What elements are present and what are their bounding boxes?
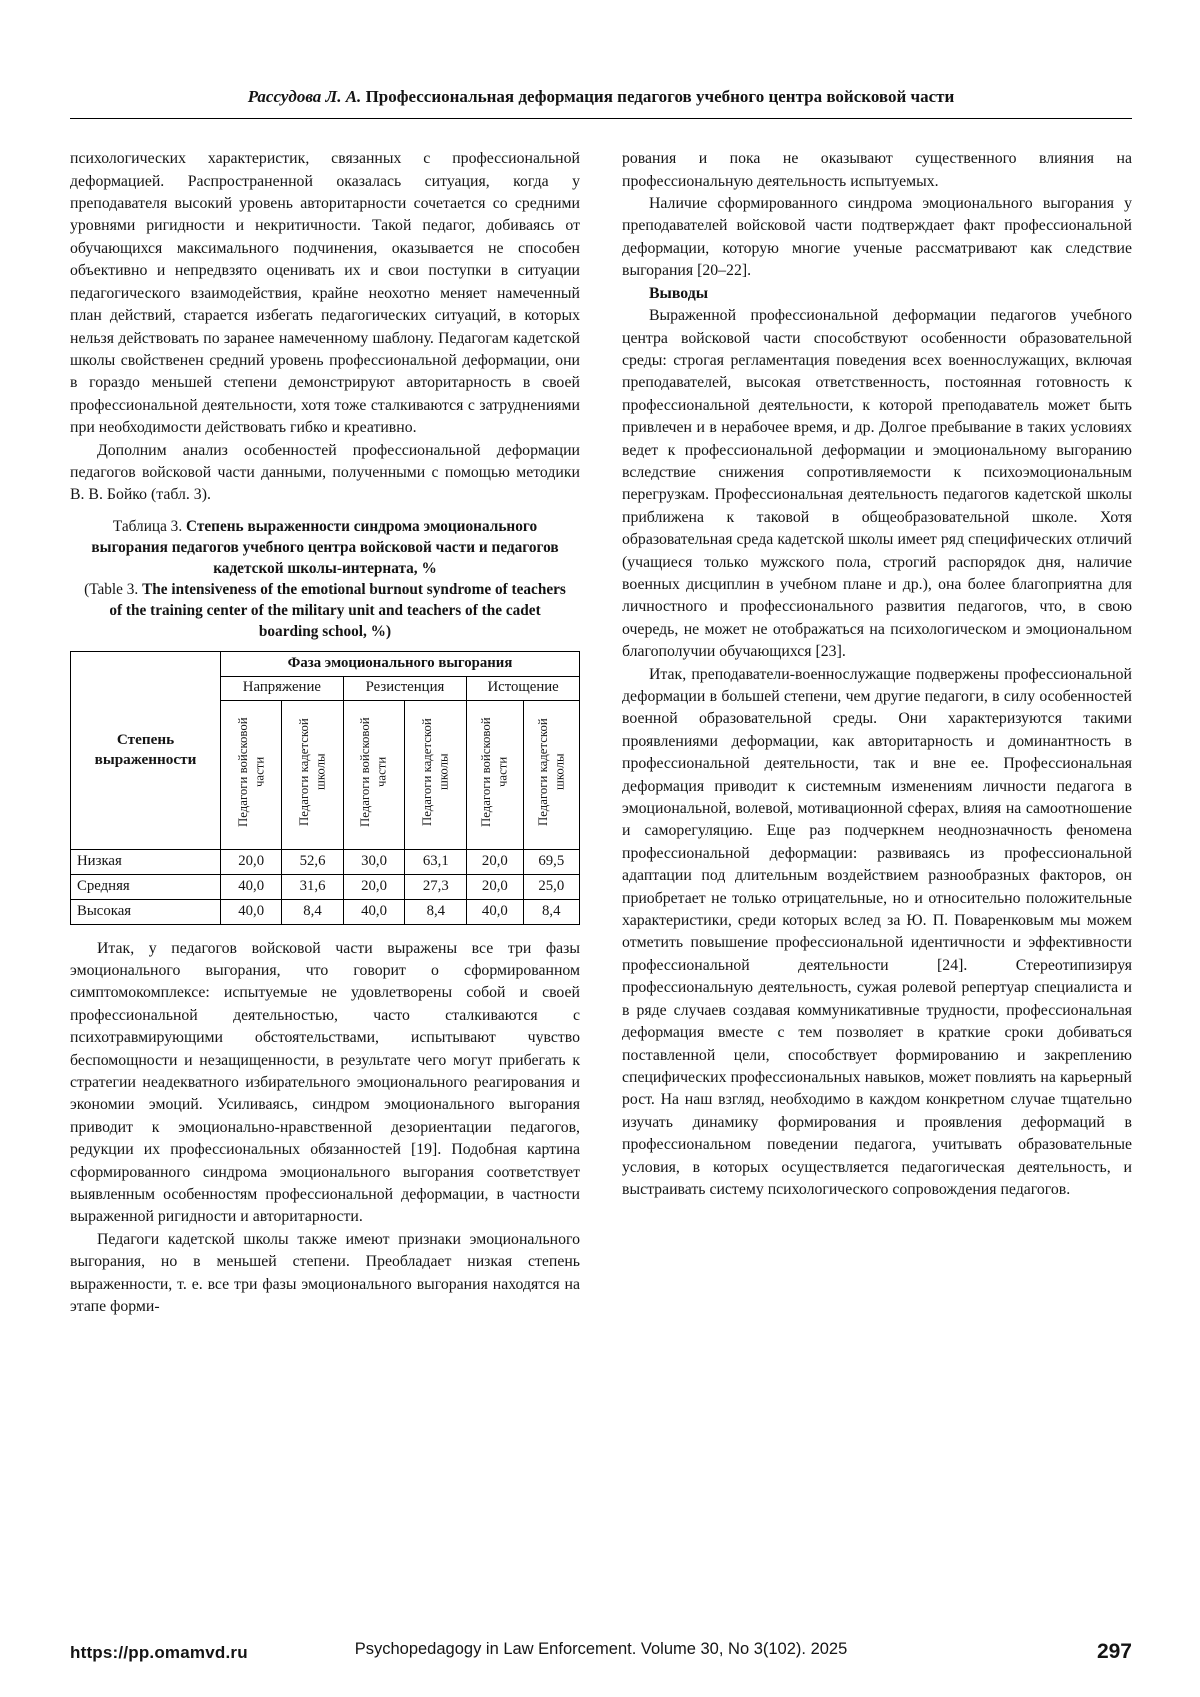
value-cell: 69,5 — [523, 849, 579, 874]
vertical-header-cell — [523, 700, 579, 849]
paragraph: рования и пока не оказывают существенного влияния на профессиональную деятельность испытуемых. — [622, 150, 1132, 190]
paragraph: психологических характеристик, связанных с профессиональной деформацией. Распространенной оказалась ситуация, когда у преподавателя высокий уровень авторитарности сочетается со средними уровнями ригидности и некритичности. Такой педагог, добиваясь от обучающихся максимального подчинения, оказывается не способен объективно и непредвзято оценивать их и свои поступки в ситуации педагогического взаимодействия, крайне неохотно меняет намеченный план действий, старается избегать педагогических ситуаций, в которых нельзя действовать по заранее намеченному шаблону. Педагогам кадетской школы свойственен средний уровень профессиональной деформации, они в гораздо меньшей степени демонстрируют авторитарность в своей профессиональной деятельности, хотя тоже сталкиваются с затруднениями при необходимости действовать гибко и креативно. — [70, 150, 580, 437]
table-corner-header: Степень выраженности — [71, 651, 221, 849]
value-cell: 8,4 — [282, 899, 343, 924]
phase-header-resistance: Резистенция — [343, 676, 466, 700]
value-cell: 63,1 — [405, 849, 467, 874]
vertical-header-cell — [282, 700, 343, 849]
paragraph: Педагоги кадетской школы также имеют признаки эмоционального выгорания, но в меньшей степени. Преобладает низкая степень выраженности, т. е. все три фазы эмоционального выгорания находятся на этапе форми- — [70, 1230, 580, 1315]
phase-header-exhaustion: Истощение — [467, 676, 580, 700]
value-cell: 20,0 — [221, 849, 282, 874]
paragraph: Выраженной профессиональной деформации педагогов учебного центра войсковой части способствуют особенности образовательной среды: строгая регламентация поведения всех военнослужащих, включая преподавателей, высокая ответственность, постоянная готовность к профессиональной деятельности, к которой преподаватель может быть привлечен и в нерабочее время, и др. Долгое пребывание в таких условиях ведет к профессиональной деформации и эмоциональному выгоранию вследствие снижения сопротивляемости к психоэмоциональным перегрузкам. Профессиональная деятельность педагогов кадетской школы приближена к таковой в общеобразовательной школе. Хотя образовательная среда кадетской школы имеет ряд специфических отличий (учащиеся только мужского пола, строгий распорядок дня, наличие военных дисциплин в учебном плане и др.), она более благоприятна для личностного и профессионального развития педагогов, что, в свою очередь, не может не отображаться на психологическом и эмоциональном благополучии обучающихся [23]. — [622, 307, 1132, 661]
page-number: 297 — [1096, 1640, 1132, 1663]
table-caption-en-text: The intensiveness of the emotional burnout syndrome of teachers of the training center of the military unit and teachers of the cadet boarding school, %) — [109, 580, 566, 640]
value-cell: 40,0 — [221, 874, 282, 899]
vertical-header-text: Педагоги кадетской школы — [420, 717, 451, 826]
value-cell: 8,4 — [523, 899, 579, 924]
table-row — [71, 874, 580, 899]
results-table — [70, 651, 580, 925]
page-footer — [70, 1640, 1132, 1664]
paragraph: Дополним анализ особенностей профессиональной деформации педагогов войсковой части данными, полученными с помощью методики В. В. Бойко (табл. 3). — [70, 441, 580, 504]
vertical-header-text: Педагоги войсковой части — [235, 716, 267, 827]
paragraph: Итак, у педагогов войсковой части выражены все три фазы эмоционального выгорания, что говорит о сформированном симптомокомплексе: испытуемые не удовлетворены собой и своей профессиональной деятельностью, часто сталкиваются с психотравмирующими обстоятельствами, испытывают чувство беспомощности и незащищенности, в результате чего могут прибегать к стратегии неадекватного избирательного эмоционального реагирования и экономии эмоций. Усиливаясь, синдром эмоционального выгорания приводит к эмоционально-нравственной дезориентации педагогов, редукции их профессиональных обязанностей [19]. Подобная картина сформированного синдрома эмоционального выгорания соответствует выявленным особенностям профессиональной деформации, в частности выраженной ригидности и авторитарности. — [70, 939, 580, 1226]
value-cell: 40,0 — [343, 899, 405, 924]
value-cell: 31,6 — [282, 874, 343, 899]
phase-group-header: Фаза эмоционального выгорания — [221, 651, 580, 676]
two-column-body — [70, 148, 1132, 1318]
journal-info: Psychopedagogy in Law Enforcement. Volume 30, No 3(102). 2025 — [354, 1640, 848, 1658]
vertical-header-cell — [405, 700, 467, 849]
vertical-header-text: Педагоги кадетской школы — [535, 717, 567, 826]
value-cell: 40,0 — [221, 899, 282, 924]
value-cell: 27,3 — [405, 874, 467, 899]
value-cell: 52,6 — [282, 849, 343, 874]
value-cell: 20,0 — [467, 849, 523, 874]
table-header-row — [71, 651, 580, 676]
table-row — [71, 849, 580, 874]
value-cell: 8,4 — [405, 899, 467, 924]
author-name: Рассудова Л. А. — [247, 87, 362, 106]
vertical-header-cell — [343, 700, 405, 849]
article-title: Профессиональная деформация педагогов учебного центра войсковой части — [365, 87, 955, 106]
phase-header-tension: Напряжение — [221, 676, 344, 700]
table-caption-en-label: (Table 3. — [84, 580, 139, 598]
conclusions-heading: Выводы — [649, 284, 709, 302]
row-label: Средняя — [71, 874, 221, 899]
value-cell: 30,0 — [343, 849, 405, 874]
value-cell: 25,0 — [523, 874, 579, 899]
vertical-header-text: Педагоги войсковой части — [479, 716, 510, 827]
table-caption-ru-text: Степень выраженности синдрома эмоционального выгорания педагогов учебного центра войсковой части и педагогов кадетской школы-интерната, % — [91, 517, 559, 577]
vertical-header-text: Педагоги войсковой части — [358, 716, 390, 827]
vertical-header-cell — [221, 700, 282, 849]
table-caption-en — [80, 579, 570, 642]
value-cell: 40,0 — [467, 899, 523, 924]
left-column — [70, 148, 580, 1318]
value-cell: 20,0 — [343, 874, 405, 899]
vertical-header-text: Педагоги кадетской школы — [296, 717, 328, 826]
running-head — [70, 86, 1132, 119]
table-row — [71, 899, 580, 924]
vertical-header-cell — [467, 700, 523, 849]
row-label: Высокая — [71, 899, 221, 924]
table-caption-ru-label: Таблица 3. — [112, 517, 183, 535]
paragraph: Наличие сформированного синдрома эмоционального выгорания у преподавателей войсковой части подтверждает факт профессиональной деформации, которую многие ученые рассматривают как следствие выгорания [20–22]. — [622, 195, 1132, 280]
value-cell: 20,0 — [467, 874, 523, 899]
journal-url-link[interactable]: https://pp.omamvd.ru — [70, 1643, 248, 1662]
paragraph: Итак, преподаватели-военнослужащие подвержены профессиональной деформации в большей степени, чем другие педагоги, в силу особенностей военной образовательной среды. Они характеризуются такими проявлениями деформации, как авторитарность и доминантность в профессиональной деятельности, так и вне ее. Профессиональная деформация приводит к системным изменениям личности педагога в эмоциональной, волевой, мотивационной сферах, влияя на самоотношение и саморегуляцию. Еще раз подчеркнем неоднозначность феномена профессиональной деформации: развиваясь из профессиональной адаптации под длительным воздействием разнообразных факторов, он приобретает не только отрицательные, но и относительно положительные характеристики, среди которых вслед за Ю. П. Поваренковым мы можем отметить повышение профессиональной идентичности и эффективности профессиональной деятельности [24]. Стереотипизируя профессиональную деятельность, сужая ролевой репертуар специалиста и в ряде случаев создавая коммуникативные трудности, профессиональная деформация вместе с тем позволяет в краткие сроки добиваться поставленной цели, способствует формированию и закреплению специфических профессиональных навыков, может повлиять на карьерный рост. На наш взгляд, необходимо в каждом конкретном случае тщательно изучать динамику формирования и проявления деформаций в профессиональном поведении педагога, учитывать образовательные условия, в которых осуществляется педагогическая деятельность, и выстраивать систему психологического сопровождения педагогов. — [622, 665, 1132, 1198]
table-caption-ru — [74, 516, 576, 579]
right-column — [622, 148, 1132, 1201]
row-label: Низкая — [71, 849, 221, 874]
